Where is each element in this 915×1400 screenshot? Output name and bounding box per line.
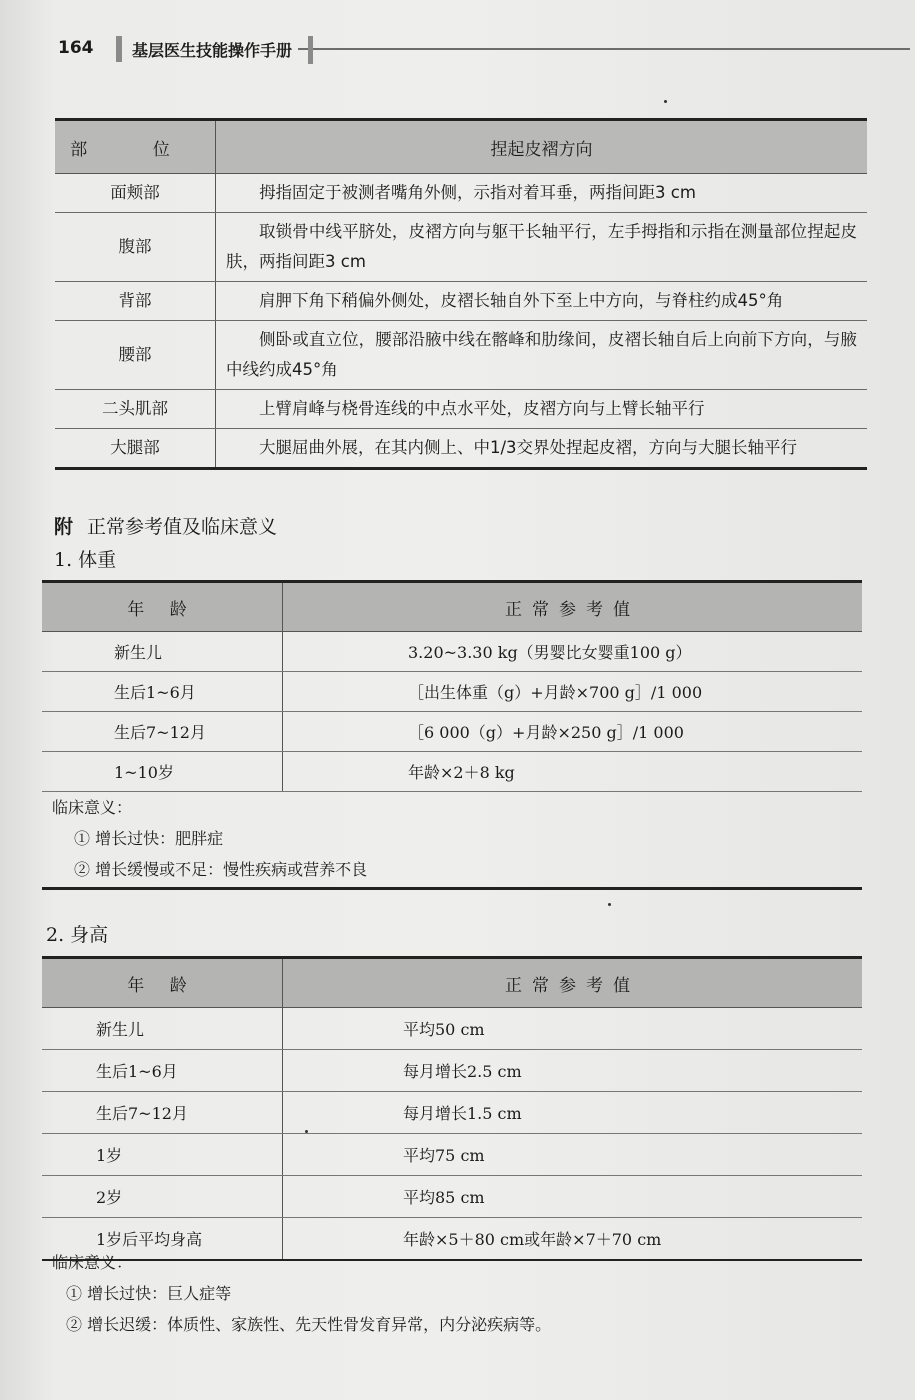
part-cell: 面颊部 [55, 174, 216, 213]
table-row [42, 1176, 862, 1218]
age-cell: 生后1~6月 [42, 1050, 283, 1092]
table-row [55, 429, 867, 469]
table-row [55, 321, 867, 390]
part-cell: 腰部 [55, 321, 216, 390]
weight-clinical-notes [52, 792, 367, 885]
table-row [42, 752, 862, 792]
table-row [55, 390, 867, 429]
speck [305, 1130, 308, 1133]
table-row [42, 1092, 862, 1134]
column-header-part: 部 位 [55, 120, 216, 174]
age-cell: 新生儿 [42, 632, 283, 672]
age-cell: 1~10岁 [42, 752, 283, 792]
direction-cell: 拇指固定于被测者嘴角外侧，示指对着耳垂，两指间距3 cm [216, 174, 868, 213]
section-heading-height: 2. 身高 [46, 924, 109, 946]
value-cell: 平均85 cm [283, 1176, 863, 1218]
age-cell: 新生儿 [42, 1008, 283, 1050]
value-cell: 年龄×2＋8 kg [283, 752, 863, 792]
part-cell: 大腿部 [55, 429, 216, 469]
page-header [48, 34, 908, 68]
part-cell: 腹部 [55, 213, 216, 282]
age-cell: 生后1~6月 [42, 672, 283, 712]
value-cell: 每月增长2.5 cm [283, 1050, 863, 1092]
table-row [55, 213, 867, 282]
value-cell: ［6 000（g）+月龄×250 g］/1 000 [283, 712, 863, 752]
table-row [55, 282, 867, 321]
table-header-row [55, 120, 867, 174]
section-divider [42, 887, 862, 890]
speck [664, 100, 667, 103]
table-row [42, 1050, 862, 1092]
header-mark [308, 36, 313, 64]
table-row [42, 712, 862, 752]
table-row [42, 1134, 862, 1176]
age-cell: 1岁 [42, 1134, 283, 1176]
section-heading-weight: 1. 体重 [54, 549, 117, 571]
clinical-item: ① 增长过快：肥胖症 [74, 829, 224, 848]
appendix-label: 附 [54, 516, 74, 538]
header-separator [116, 36, 122, 62]
page-number: 164 [58, 38, 94, 58]
speck [608, 903, 611, 906]
table-row [42, 1008, 862, 1050]
direction-cell: 上臂肩峰与桡骨连线的中点水平处，皮褶方向与上臂长轴平行 [216, 390, 868, 429]
book-title: 基层医生技能操作手册 [132, 41, 293, 60]
skinfold-table [55, 118, 867, 470]
height-clinical-notes [52, 1247, 551, 1340]
table-header-row [42, 958, 862, 1008]
column-header-age: 年 龄 [42, 958, 283, 1008]
value-cell: 平均50 cm [283, 1008, 863, 1050]
table-row [42, 672, 862, 712]
part-cell: 二头肌部 [55, 390, 216, 429]
direction-cell: 取锁骨中线平脐处，皮褶方向与躯干长轴平行，左手拇指和示指在测量部位捏起皮肤，两指间距3 cm [216, 213, 868, 282]
table-row [42, 632, 862, 672]
table-row [55, 174, 867, 213]
table-header-row [42, 582, 862, 632]
header-rule [298, 48, 910, 50]
clinical-item: ② 增长迟缓：体质性、家族性、先天性骨发育异常，内分泌疾病等。 [66, 1315, 552, 1334]
value-cell: 年龄×5＋80 cm或年龄×7＋70 cm [283, 1218, 863, 1261]
direction-cell: 大腿屈曲外展，在其内侧上、中1/3交界处捏起皮褶，方向与大腿长轴平行 [216, 429, 868, 469]
age-cell: 1岁后平均身高 [42, 1218, 283, 1261]
height-table [42, 956, 862, 1261]
column-header-value: 正常参考值 [283, 582, 863, 632]
appendix-title: 正常参考值及临床意义 [87, 516, 278, 538]
part-cell: 背部 [55, 282, 216, 321]
weight-table [42, 580, 862, 792]
value-cell: 每月增长1.5 cm [283, 1092, 863, 1134]
direction-cell: 肩胛下角下稍偏外侧处，皮褶长轴自外下至上中方向，与脊柱约成45°角 [216, 282, 868, 321]
column-header-direction: 捏起皮褶方向 [216, 120, 868, 174]
column-header-value: 正常参考值 [283, 958, 863, 1008]
direction-cell: 侧卧或直立位，腰部沿腋中线在髂峰和肋缘间，皮褶长轴自后上向前下方向，与腋中线约成45°角 [216, 321, 868, 390]
age-cell: 生后7~12月 [42, 1092, 283, 1134]
clinical-label: 临床意义： [52, 1253, 133, 1272]
clinical-item: ① 增长过快：巨人症等 [66, 1284, 232, 1303]
value-cell: 3.20~3.30 kg（男婴比女婴重100 g） [283, 632, 863, 672]
clinical-item: ② 增长缓慢或不足：慢性疾病或营养不良 [74, 860, 368, 879]
age-cell: 2岁 [42, 1176, 283, 1218]
value-cell: ［出生体重（g）+月龄×700 g］/1 000 [283, 672, 863, 712]
value-cell: 平均75 cm [283, 1134, 863, 1176]
age-cell: 生后7~12月 [42, 712, 283, 752]
column-header-age: 年 龄 [42, 582, 283, 632]
clinical-label: 临床意义： [52, 798, 133, 817]
appendix-heading [54, 512, 277, 539]
